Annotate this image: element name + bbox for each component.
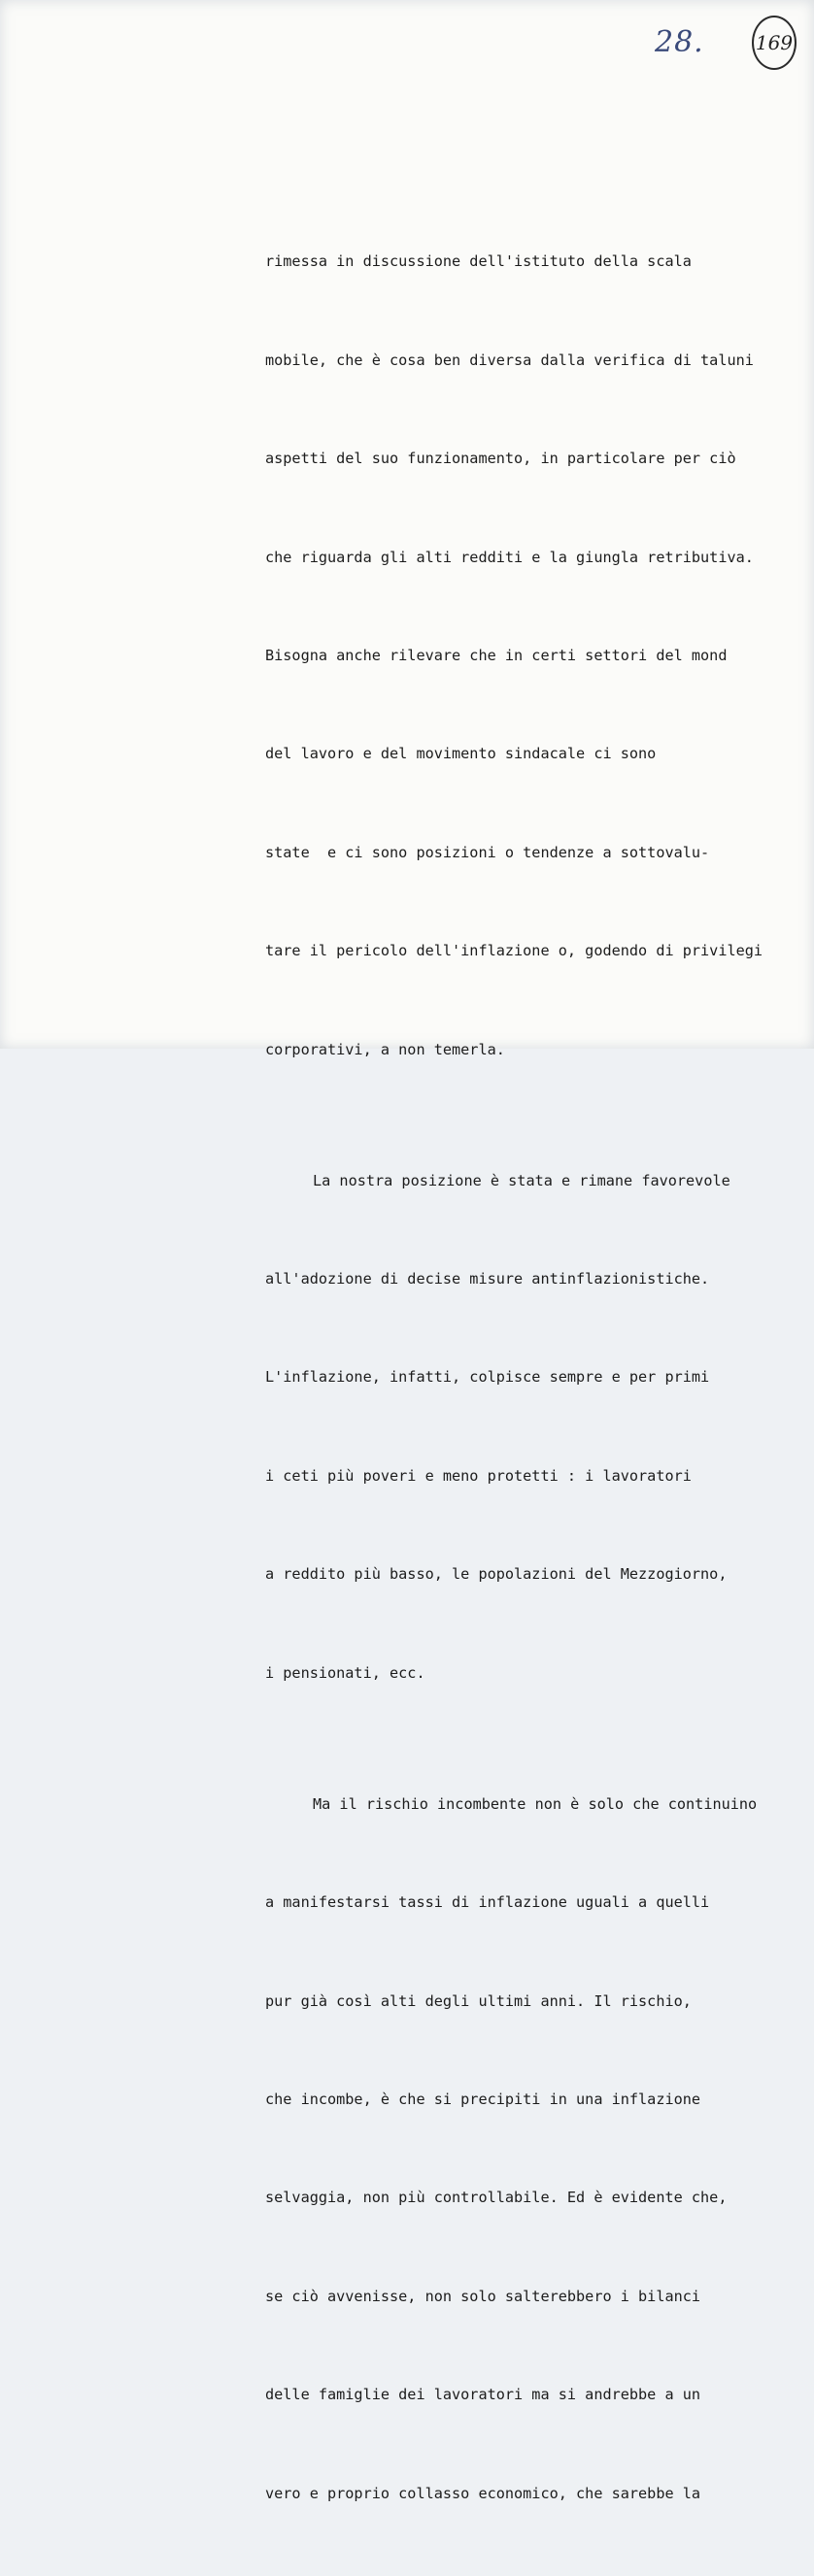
text-line: che riguarda gli alti redditi e la giungla retributiva. [265, 548, 754, 566]
text-line: La nostra posizione è stata e rimane favorevole [313, 1171, 730, 1189]
text-line: Ma il rischio incombente non è solo che continuino [313, 1794, 758, 1813]
folio-stamp: 169 [752, 16, 797, 70]
text-line: i pensionati, ecc. [265, 1663, 425, 1682]
text-line: Bisogna anche rilevare che in certi settori del mond [265, 646, 728, 664]
text-line: state e ci sono posizioni o tendenze a sottovalu- [265, 843, 710, 861]
body-text [265, 148, 809, 2576]
text-line: tare il pericolo dell'inflazione o, godendo di privilegi [265, 942, 763, 960]
text-line: a manifestarsi tassi di inflazione uguali a quelli [265, 1893, 710, 1912]
text-line: mobile, che è cosa ben diversa dalla verifica di taluni [265, 351, 754, 369]
text-line: vero e proprio collasso economico, che sarebbe la [265, 2484, 701, 2502]
text-line: se ciò avvenisse, non solo salterebbero i bilanci [265, 2287, 701, 2305]
text-line: all'adozione di decise misure antinflazionistiche. [265, 1270, 710, 1288]
text-line: selvaggia, non più controllabile. Ed è evidente che, [265, 2189, 728, 2207]
text-line: i ceti più poveri e meno protetti : i lavoratori [265, 1466, 692, 1485]
text-line: che incombe, è che si precipiti in una inflazione [265, 2091, 701, 2109]
page-number: 28. [655, 25, 704, 59]
text-line: aspetti del suo funzionamento, in particolare per ciò [265, 450, 736, 468]
text-line: delle famiglie dei lavoratori ma si andrebbe a un [265, 2386, 701, 2404]
text-line: corporativi, a non temerla. [265, 1040, 505, 1058]
text-line: pur già così alti degli ultimi anni. Il rischio, [265, 1991, 692, 2010]
text-line: del lavoro e del movimento sindacale ci sono [265, 745, 657, 763]
text-line: L'inflazione, infatti, colpisce sempre e per primi [265, 1368, 710, 1387]
text-line: a reddito più basso, le popolazioni del Mezzogiorno, [265, 1565, 728, 1584]
text-line: rimessa in discussione dell'istituto della scala [265, 252, 692, 271]
